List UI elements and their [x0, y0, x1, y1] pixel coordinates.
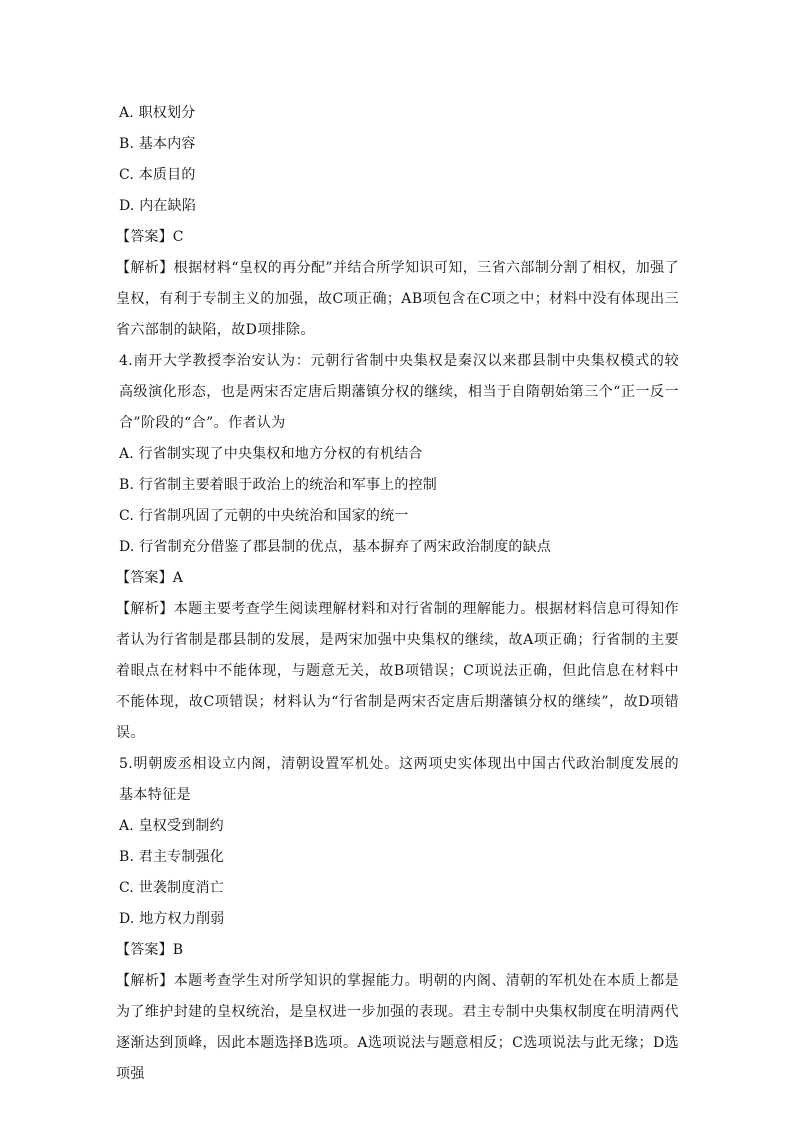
q4-option-b: B. 行省制主要着眼于政治上的统治和军事上的控制 — [119, 477, 437, 493]
q5-option-d: D. 地方权力削弱 — [119, 911, 225, 927]
q5-option-c: C. 世袭制度消亡 — [119, 880, 224, 896]
q5-stem: 5.明朝废丞相设立内阁，清朝设置军机处。这两项史实体现出中国古代政治制度发展的基本特征是 — [119, 756, 679, 803]
q3-option-c: C. 本质目的 — [119, 167, 196, 183]
document-page — [116, 98, 679, 1090]
q3-option-d: D. 内在缺陷 — [119, 198, 197, 214]
q4-option-a: A. 行省制实现了中央集权和地方分权的有机结合 — [119, 446, 423, 462]
q3-analysis: 【解析】根据材料“皇权的再分配”并结合所学知识可知，三省六部制分割了相权，加强了皇权，有利于专制主义的加强，故C项正确；AB项包含在C项之中；材料中没有体现出三省六部制的缺陷，故D项排除。 — [116, 260, 679, 338]
q5-option-a: A. 皇权受到制约 — [119, 818, 224, 834]
q5-answer: 【答案】B — [116, 942, 184, 958]
q3-option-b: B. 基本内容 — [119, 136, 196, 152]
q3-answer: 【答案】C — [116, 229, 184, 245]
q5-option-b: B. 君主专制强化 — [119, 849, 224, 865]
q4-analysis: 【解析】本题主要考查学生阅读理解材料和对行省制的理解能力。根据材料信息可得知作者认为行省制是郡县制的发展，是两宋加强中央集权的继续，故A项正确；行省制的主要着眼点在材料中不能体现，与题意无关，故B项错误；C项说法正确，但此信息在材料中不能体现，故C项错误；材料认为“行省制是两宋否定唐后期藩镇分权的继续”，故D项错误。 — [116, 601, 679, 741]
q4-stem: 4.南开大学教授李治安认为：元朝行省制中央集权是秦汉以来郡县制中央集权模式的较高级演化形态，也是两宋否定唐后期藩镇分权的继续，相当于自隋朝始第三个“正一反一合”阶段的“合”。作者认为 — [119, 353, 679, 431]
q5-analysis: 【解析】本题考查学生对所学知识的掌握能力。明朝的内阁、清朝的军机处在本质上都是为了维护封建的皇权统治，是皇权进一步加强的表现。君主专制中央集权制度在明清两代逐渐达到顶峰，因此本题选择B选项。A选项说法与题意相反；C选项说法与此无缘；D选项强 — [116, 973, 679, 1082]
q4-answer: 【答案】A — [116, 570, 184, 586]
q4-option-c: C. 行省制巩固了元朝的中央统治和国家的统一 — [119, 508, 409, 524]
q3-option-a: A. 职权划分 — [119, 105, 196, 121]
q4-option-d: D. 行省制充分借鉴了郡县制的优点，基本摒弃了两宋政治制度的缺点 — [119, 539, 552, 555]
